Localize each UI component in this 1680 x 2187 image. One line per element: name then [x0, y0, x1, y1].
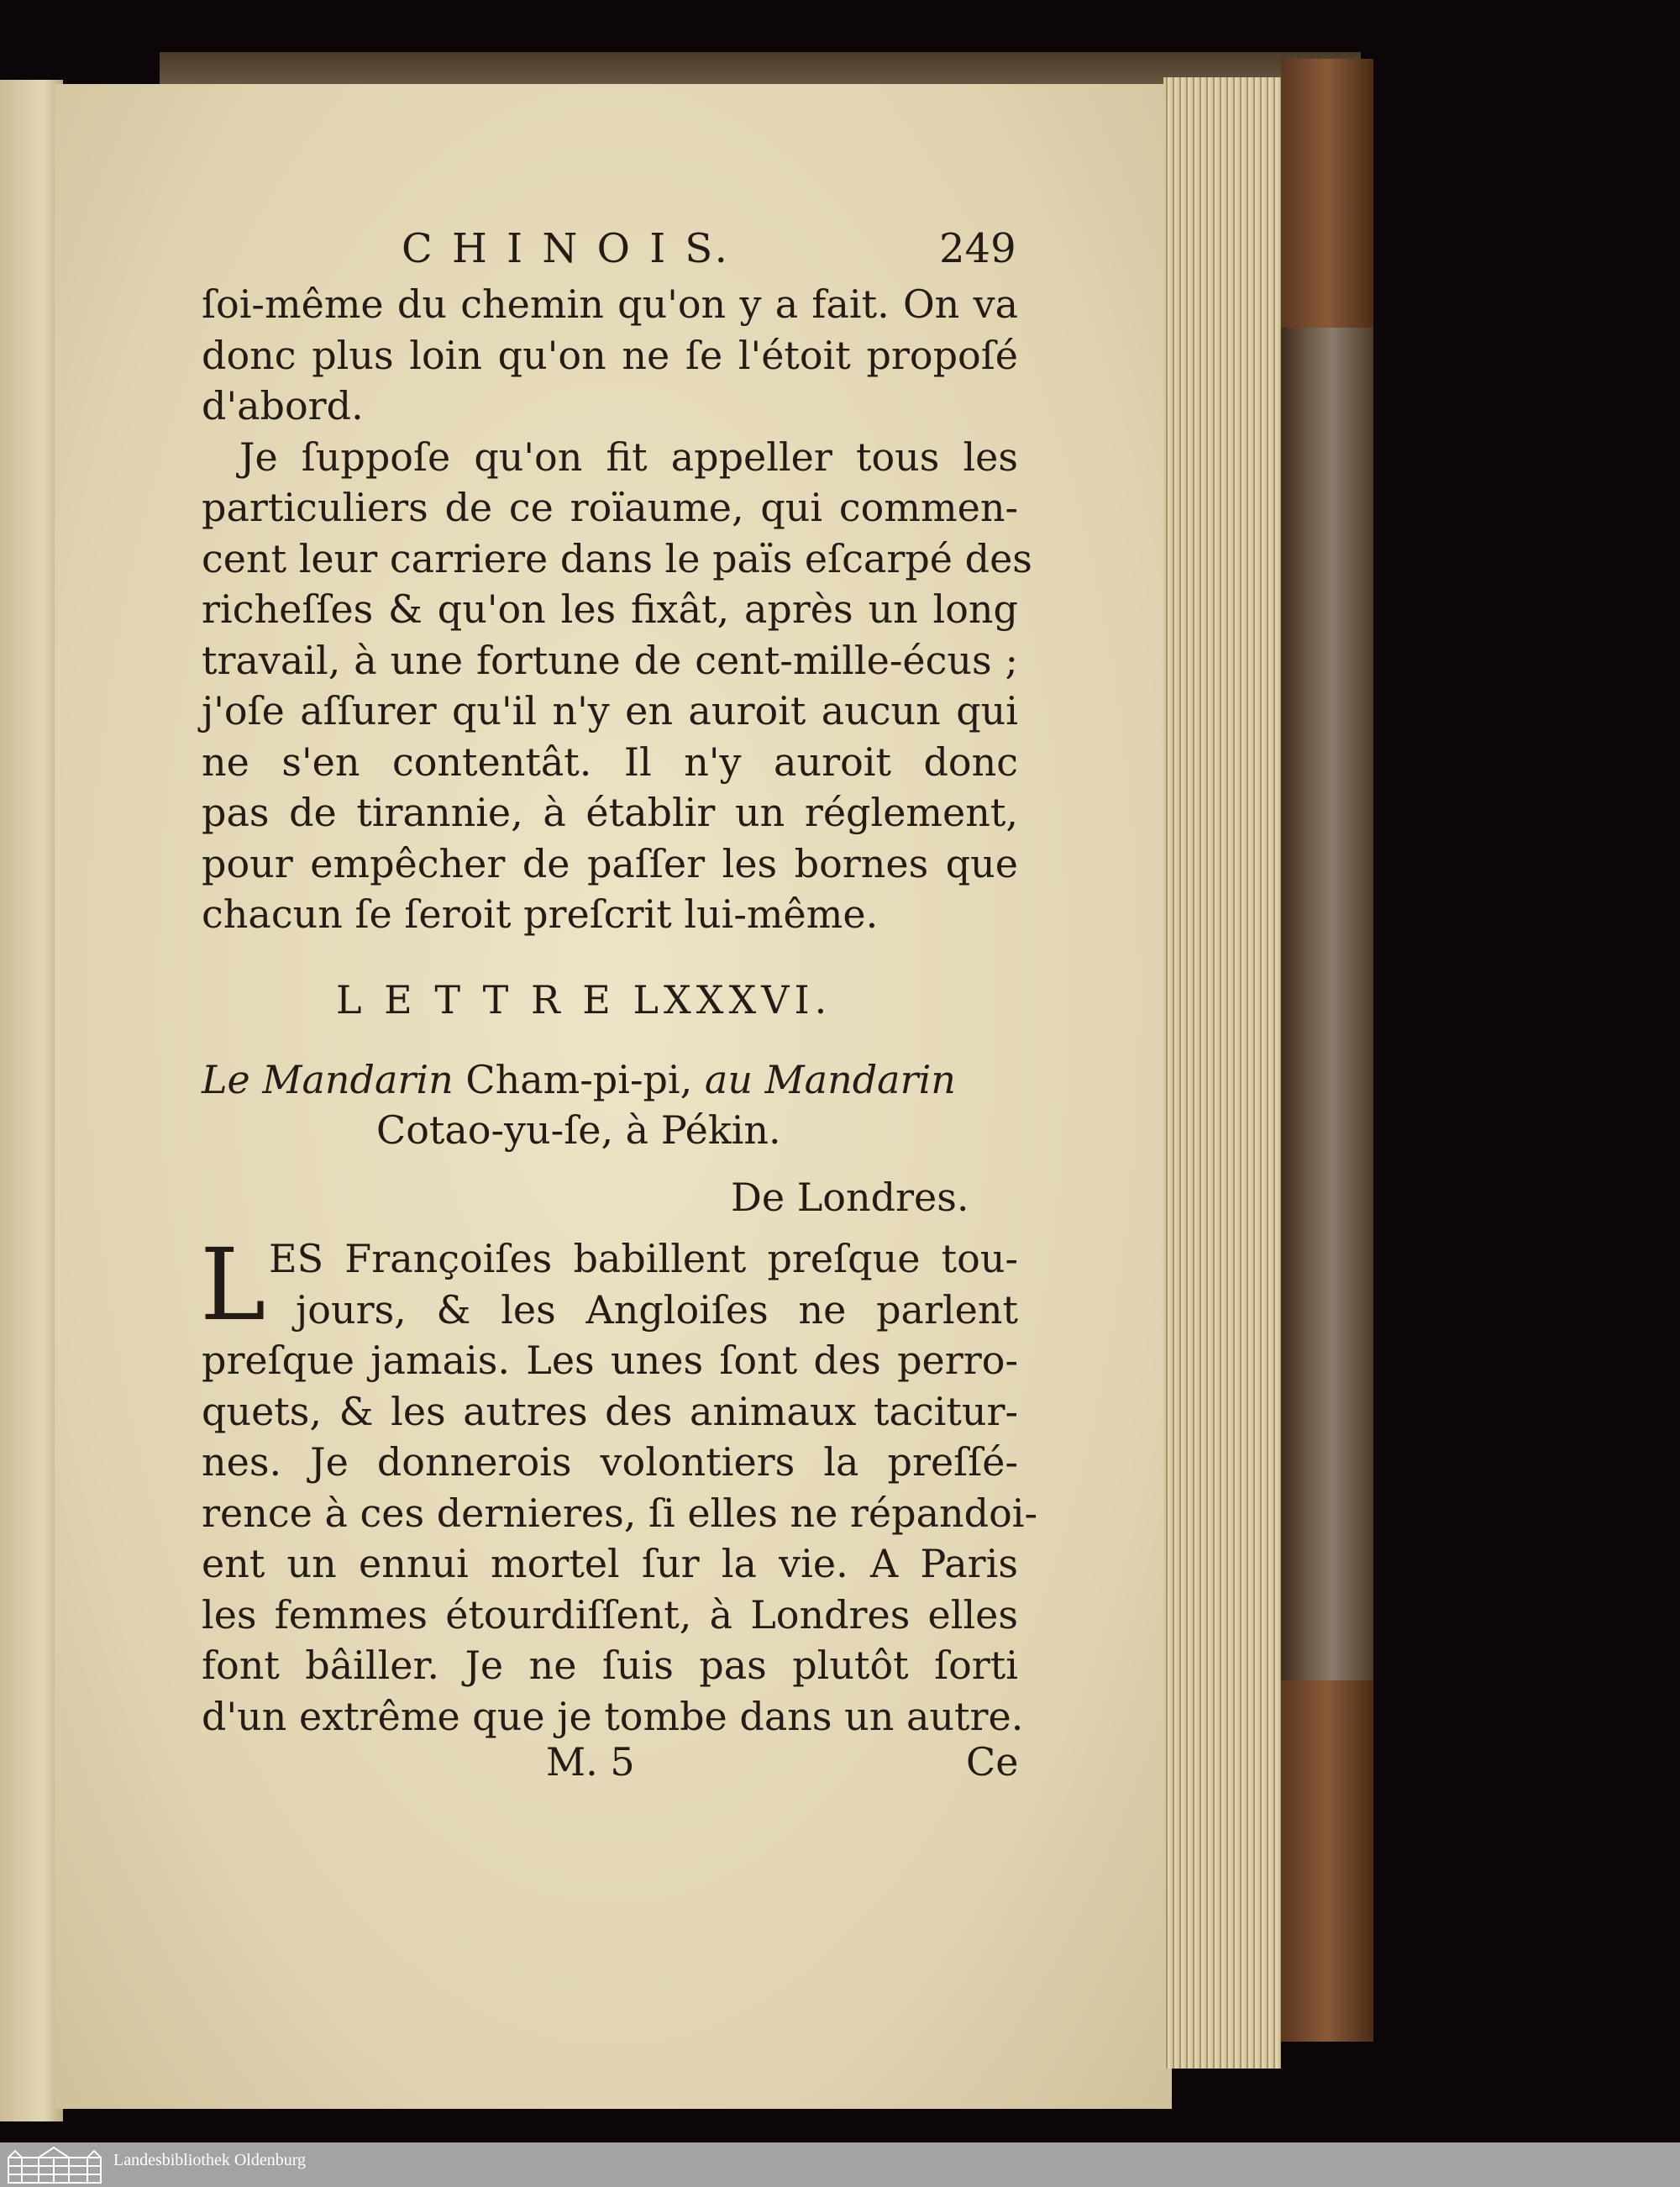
letter-place: De Londres.	[731, 1175, 969, 1220]
text-line: nes. Je donnerois volontiers la preſſé-	[202, 1439, 1018, 1485]
text-line: rence à ces dernieres, ſi elles ne répandoi-	[202, 1490, 1038, 1536]
text-line: richeſſes & qu'on les fixât, après un long	[202, 586, 1018, 632]
drop-cap: L	[200, 1227, 266, 1343]
page-number: 249	[939, 225, 1016, 272]
text-line: ſoi-même du chemin qu'on y a fait. On va	[202, 281, 1018, 327]
text-line: jours, & les Angloiſes ne parlent	[296, 1286, 1018, 1333]
text-line: Je ſuppoſe qu'on fit appeller tous les	[239, 434, 1018, 480]
book-cover-leather	[1281, 1680, 1373, 2042]
address-italic: au Mandarin	[704, 1057, 956, 1102]
text-line: ne s'en contentât. Il n'y auroit donc	[202, 739, 1018, 785]
letter-address-line1	[202, 1057, 956, 1102]
address-name: Cham-pi-pi,	[465, 1057, 693, 1102]
address-italic: Le Mandarin	[202, 1057, 454, 1102]
signature-mark: M. 5	[546, 1739, 635, 1785]
book-cover-leather	[1281, 59, 1373, 328]
text-line: ent un ennui mortel ſur la vie. A Paris	[202, 1541, 1018, 1586]
text-line: pas de tirannie, à établir un réglement,	[202, 790, 1018, 835]
running-head: C H I N O I S.	[402, 225, 731, 272]
library-name: Landesbibliothek Oldenburg	[113, 2151, 307, 2169]
text-line: ES Françoiſes babillent preſque tou-	[269, 1236, 1018, 1281]
page-edges	[1163, 77, 1281, 2069]
text-line: cent leur carriere dans le païs eſcarpé des	[202, 535, 1032, 581]
text-line: chacun ſe ſeroit preſcrit lui-même.	[202, 891, 879, 937]
text-line: les femmes étourdiſſent, à Londres elles	[202, 1591, 1018, 1638]
text-line: particuliers de ce roïaume, qui commen-	[202, 485, 1018, 530]
library-building-logo	[5, 2146, 104, 2184]
letter-address-line2: Cotao-yu-ſe, à Pékin.	[376, 1107, 781, 1153]
text-line: j'oſe aſſurer qu'il n'y en auroit aucun qui	[202, 688, 1018, 733]
text-line: donc plus loin qu'on ne ſe l'étoit propoſé	[202, 332, 1018, 378]
facing-page-edge	[0, 80, 63, 2121]
text-line: d'abord.	[202, 383, 364, 428]
text-line: d'un extrême que je tombe dans un autre.	[202, 1693, 1024, 1739]
text-line: quets, & les autres des animaux tacitur-	[202, 1388, 1018, 1434]
text-line: font bâiller. Je ne ſuis pas plutôt ſorti	[202, 1643, 1018, 1688]
library-footer	[0, 2142, 1680, 2187]
text-line: travail, à une fortune de cent-mille-écus ;	[202, 637, 1018, 683]
catchword: Ce	[966, 1739, 1019, 1785]
letter-heading: L E T T R E LXXXVI.	[336, 977, 832, 1023]
text-line: preſque jamais. Les unes ſont des perro-	[202, 1338, 1018, 1383]
text-line: pour empêcher de paſſer les bornes que	[202, 840, 1018, 886]
